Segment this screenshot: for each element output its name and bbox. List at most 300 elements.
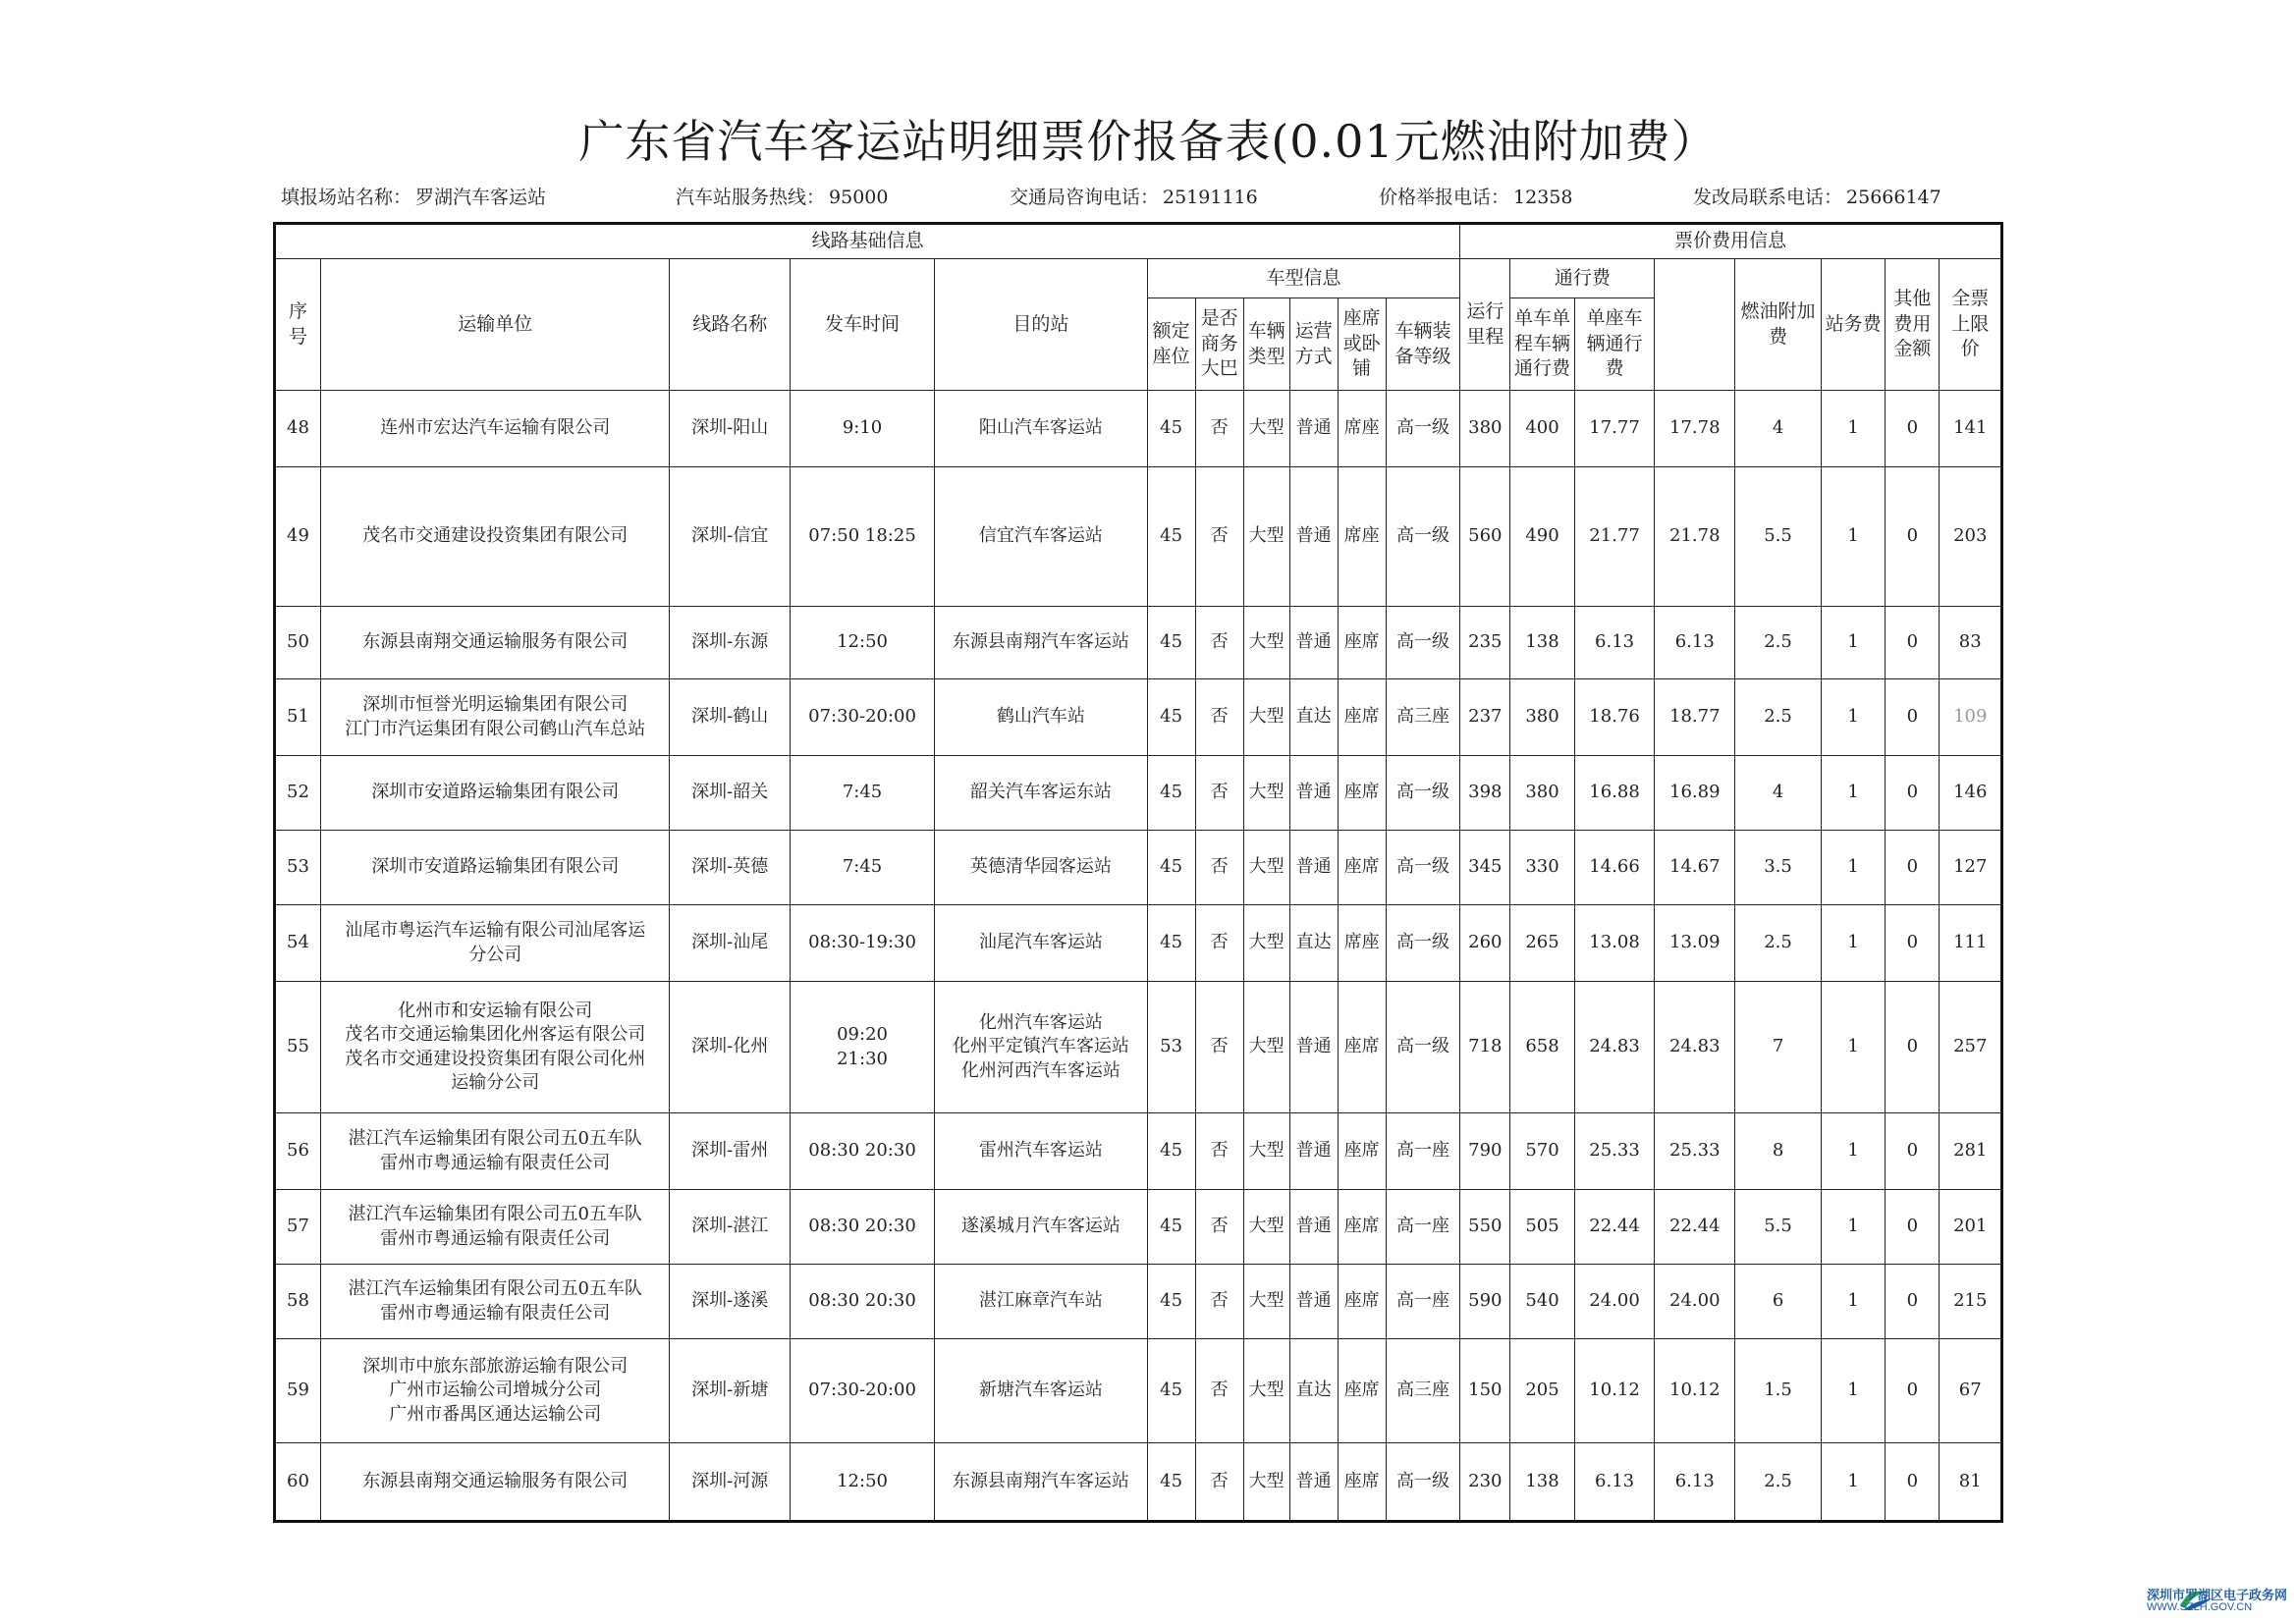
station-fee-cell: 1 — [1821, 607, 1885, 679]
seat-sleeper-cell: 座席 — [1338, 607, 1386, 679]
vehicle-type-cell: 大型 — [1243, 1190, 1289, 1265]
seat-sleeper-cell: 座席 — [1338, 1339, 1386, 1443]
destination-cell — [935, 1190, 1148, 1265]
destination-cell — [935, 679, 1148, 756]
vehicle-info-header: 车型信息 — [1147, 259, 1460, 298]
business-bus-cell: 否 — [1195, 679, 1243, 756]
vehicle-type-cell: 大型 — [1243, 391, 1289, 467]
max-fare-header: 全票上限价 — [1940, 259, 2002, 391]
carrier-line: 茂名市交通建设投资集团有限公司化州 — [345, 1048, 646, 1069]
unlabeled-value-cell: 13.09 — [1655, 905, 1735, 982]
fuel-surcharge-cell: 2.5 — [1735, 905, 1822, 982]
route-cell: 深圳-东源 — [670, 607, 791, 679]
table-row — [275, 679, 2002, 756]
route-cell: 深圳-阳山 — [670, 391, 791, 467]
other-fee-cell: 0 — [1886, 982, 1940, 1113]
rated-seats-cell: 45 — [1147, 1190, 1195, 1265]
operation-mode-cell: 直达 — [1289, 679, 1338, 756]
vehicle-type-cell: 大型 — [1243, 831, 1289, 905]
carrier-cell — [320, 467, 669, 607]
fare-table-body — [275, 391, 2002, 1522]
business-bus-cell: 否 — [1195, 607, 1243, 679]
station-fee-cell: 1 — [1821, 679, 1885, 756]
unlabeled-value-cell: 18.77 — [1655, 679, 1735, 756]
carrier-cell — [320, 982, 669, 1113]
other-fee-cell: 0 — [1886, 391, 1940, 467]
vehicle-type-cell: 大型 — [1243, 1443, 1289, 1522]
unlabeled-value-cell: 21.78 — [1655, 467, 1735, 607]
unlabeled-value-cell: 6.13 — [1655, 607, 1735, 679]
vehicle-grade-cell: 高一座 — [1386, 1190, 1460, 1265]
operation-mode-cell: 普通 — [1289, 756, 1338, 831]
mileage-cell: 380 — [1460, 391, 1510, 467]
single-vehicle-toll-cell: 138 — [1510, 1443, 1574, 1522]
departure-time-cell — [791, 756, 935, 831]
carrier-line: 东源县南翔交通运输服务有限公司 — [362, 631, 629, 653]
business-bus-cell: 否 — [1195, 756, 1243, 831]
carrier-line: 雷州市粤通运输有限责任公司 — [380, 1302, 611, 1324]
business-bus-cell: 否 — [1195, 1339, 1243, 1443]
carrier-line: 茂名市交通运输集团化州客运有限公司 — [345, 1024, 646, 1046]
table-row — [275, 1113, 2002, 1190]
other-fee-cell: 0 — [1886, 1113, 1940, 1190]
business-bus-cell: 否 — [1195, 1113, 1243, 1190]
rated-seats-cell: 45 — [1147, 467, 1195, 607]
carrier-line: 雷州市粤通运输有限责任公司 — [380, 1227, 611, 1249]
seat-toll-cell: 16.88 — [1574, 756, 1655, 831]
watermark-site-name: 深圳市罗湖区电子政务网 — [2147, 1588, 2288, 1602]
seq-cell: 53 — [275, 831, 321, 905]
station-fee-cell: 1 — [1821, 1339, 1885, 1443]
single-vehicle-toll-cell: 490 — [1510, 467, 1574, 607]
departure-time-line: 21:30 — [837, 1048, 888, 1069]
destination-cell — [935, 467, 1148, 607]
other-fee-header: 其他费用金额 — [1886, 259, 1940, 391]
fare-info-header: 票价费用信息 — [1460, 224, 2002, 259]
price-report-value: 12358 — [1513, 187, 1573, 208]
operation-mode-cell: 普通 — [1289, 391, 1338, 467]
departure-time-cell — [791, 1443, 935, 1522]
seq-cell: 50 — [275, 607, 321, 679]
destination-line: 汕尾汽车客运站 — [978, 932, 1103, 953]
seq-cell: 49 — [275, 467, 321, 607]
business-bus-cell: 否 — [1195, 1443, 1243, 1522]
hotline-label: 汽车站服务热线： — [676, 187, 826, 208]
destination-line: 东源县南翔汽车客运站 — [952, 1470, 1129, 1491]
departure-time-cell — [791, 607, 935, 679]
carrier-line: 汕尾市粤运汽车运输有限公司汕尾客运 — [345, 920, 646, 942]
operation-mode-cell: 普通 — [1289, 1113, 1338, 1190]
vehicle-grade-cell: 高三座 — [1386, 679, 1460, 756]
departure-time-cell — [791, 1190, 935, 1265]
mileage-cell: 550 — [1460, 1190, 1510, 1265]
mileage-cell: 235 — [1460, 607, 1510, 679]
single-vehicle-toll-cell: 138 — [1510, 607, 1574, 679]
mileage-cell: 790 — [1460, 1113, 1510, 1190]
destination-cell — [935, 831, 1148, 905]
unlabeled-value-cell: 22.44 — [1655, 1190, 1735, 1265]
other-fee-cell: 0 — [1886, 679, 1940, 756]
mileage-cell: 345 — [1460, 831, 1510, 905]
operation-mode-cell: 普通 — [1289, 982, 1338, 1113]
max-fare-cell: 109 — [1940, 679, 2002, 756]
departure-time-line: 9:10 — [842, 417, 883, 439]
toll-header: 通行费 — [1510, 259, 1655, 298]
departure-time-cell — [791, 1339, 935, 1443]
operation-mode-header: 运营方式 — [1289, 298, 1338, 391]
rated-seats-cell: 45 — [1147, 1265, 1195, 1339]
operation-mode-cell: 普通 — [1289, 831, 1338, 905]
carrier-line: 广州市运输公司增城分公司 — [389, 1380, 602, 1401]
seq-header: 序号 — [275, 259, 321, 391]
carrier-cell — [320, 391, 669, 467]
station-fee-cell: 1 — [1821, 982, 1885, 1113]
vehicle-type-cell: 大型 — [1243, 607, 1289, 679]
departure-time-line: 7:45 — [842, 782, 883, 803]
unlabeled-value-cell: 6.13 — [1655, 1443, 1735, 1522]
business-bus-cell: 否 — [1195, 467, 1243, 607]
seat-sleeper-cell: 座席 — [1338, 1190, 1386, 1265]
carrier-cell — [320, 1113, 669, 1190]
vehicle-grade-cell: 高一座 — [1386, 1113, 1460, 1190]
carrier-cell — [320, 1443, 669, 1522]
table-row — [275, 607, 2002, 679]
station-name-value: 罗湖汽车客运站 — [415, 187, 547, 208]
fuel-surcharge-cell: 4 — [1735, 756, 1822, 831]
mileage-cell: 237 — [1460, 679, 1510, 756]
seq-cell: 54 — [275, 905, 321, 982]
mileage-cell: 260 — [1460, 905, 1510, 982]
table-row — [275, 831, 2002, 905]
single-vehicle-toll-cell: 570 — [1510, 1113, 1574, 1190]
fuel-surcharge-cell: 1.5 — [1735, 1339, 1822, 1443]
vehicle-grade-header: 车辆装备等级 — [1386, 298, 1460, 391]
other-fee-cell: 0 — [1886, 831, 1940, 905]
price-report-info — [1379, 183, 1572, 209]
destination-line: 阳山汽车客运站 — [978, 417, 1103, 439]
destination-line: 遂溪城月汽车客运站 — [960, 1216, 1121, 1237]
unlabeled-value-cell: 24.00 — [1655, 1265, 1735, 1339]
mileage-cell: 590 — [1460, 1265, 1510, 1339]
max-fare-cell: 141 — [1940, 391, 2002, 467]
seat-sleeper-cell: 座席 — [1338, 756, 1386, 831]
vehicle-type-cell: 大型 — [1243, 756, 1289, 831]
seq-cell: 60 — [275, 1443, 321, 1522]
seq-cell: 55 — [275, 982, 321, 1113]
destination-line: 化州平定镇汽车客运站 — [952, 1036, 1129, 1057]
route-name-header: 线路名称 — [670, 259, 791, 391]
fuel-surcharge-cell: 8 — [1735, 1113, 1822, 1190]
seat-toll-cell: 18.76 — [1574, 679, 1655, 756]
fuel-surcharge-cell: 6 — [1735, 1265, 1822, 1339]
departure-time-cell — [791, 982, 935, 1113]
station-fee-cell: 1 — [1821, 905, 1885, 982]
vehicle-grade-cell: 高一级 — [1386, 831, 1460, 905]
carrier-cell — [320, 1339, 669, 1443]
destination-line: 新塘汽车客运站 — [978, 1380, 1103, 1401]
seq-cell: 57 — [275, 1190, 321, 1265]
mileage-cell: 230 — [1460, 1443, 1510, 1522]
seat-toll-cell: 22.44 — [1574, 1190, 1655, 1265]
seat-toll-cell: 25.33 — [1574, 1113, 1655, 1190]
route-cell: 深圳-遂溪 — [670, 1265, 791, 1339]
route-cell: 深圳-化州 — [670, 982, 791, 1113]
rated-seats-cell: 45 — [1147, 1443, 1195, 1522]
seq-cell: 48 — [275, 391, 321, 467]
traffic-bureau-info — [1010, 183, 1258, 209]
departure-time-line: 09:20 — [837, 1024, 888, 1046]
destination-cell — [935, 1113, 1148, 1190]
business-bus-cell: 否 — [1195, 982, 1243, 1113]
carrier-cell — [320, 756, 669, 831]
destination-line: 信宜汽车客运站 — [978, 525, 1103, 547]
table-row — [275, 1443, 2002, 1522]
rated-seats-cell: 45 — [1147, 905, 1195, 982]
destination-header: 目的站 — [935, 259, 1148, 391]
business-bus-cell: 否 — [1195, 831, 1243, 905]
route-cell: 深圳-新塘 — [670, 1339, 791, 1443]
seq-cell: 56 — [275, 1113, 321, 1190]
seat-toll-cell: 6.13 — [1574, 1443, 1655, 1522]
table-row — [275, 756, 2002, 831]
carrier-line: 深圳市安道路运输集团有限公司 — [371, 782, 620, 803]
departure-time-line: 12:50 — [837, 1470, 888, 1491]
operation-mode-cell: 直达 — [1289, 1339, 1338, 1443]
other-fee-cell: 0 — [1886, 905, 1940, 982]
single-vehicle-toll-cell: 505 — [1510, 1190, 1574, 1265]
seat-sleeper-cell: 席座 — [1338, 467, 1386, 607]
seat-toll-cell: 21.77 — [1574, 467, 1655, 607]
fuel-surcharge-cell: 2.5 — [1735, 1443, 1822, 1522]
route-cell: 深圳-汕尾 — [670, 905, 791, 982]
single-vehicle-toll-cell: 380 — [1510, 756, 1574, 831]
vehicle-grade-cell: 高一级 — [1386, 1443, 1460, 1522]
route-cell: 深圳-韶关 — [670, 756, 791, 831]
destination-line: 鹤山汽车站 — [996, 706, 1085, 728]
seq-cell: 52 — [275, 756, 321, 831]
business-bus-cell: 否 — [1195, 391, 1243, 467]
vehicle-grade-cell: 高一级 — [1386, 607, 1460, 679]
vehicle-grade-cell: 高一级 — [1386, 391, 1460, 467]
document-title: 广东省汽车客运站明细票价报备表(0.01元燃油附加费） — [578, 115, 1718, 168]
destination-line: 湛江麻章汽车站 — [978, 1290, 1103, 1312]
fuel-surcharge-cell: 2.5 — [1735, 679, 1822, 756]
station-fee-cell: 1 — [1821, 391, 1885, 467]
blank-header — [1655, 259, 1735, 391]
ndrc-contact-value: 25666147 — [1846, 187, 1941, 208]
destination-line: 雷州汽车客运站 — [978, 1140, 1103, 1162]
fare-table — [273, 222, 2003, 1523]
carrier-cell — [320, 831, 669, 905]
departure-time-line: 07:30-20:00 — [808, 706, 916, 728]
other-fee-cell: 0 — [1886, 467, 1940, 607]
single-vehicle-toll-cell: 400 — [1510, 391, 1574, 467]
vehicle-grade-cell: 高一级 — [1386, 905, 1460, 982]
route-cell: 深圳-鹤山 — [670, 679, 791, 756]
hotline-info — [676, 183, 888, 209]
table-row — [275, 1265, 2002, 1339]
hotline-value: 95000 — [829, 187, 889, 208]
carrier-line: 湛江汽车运输集团有限公司五0五车队 — [348, 1204, 642, 1225]
carrier-line: 连州市宏达汽车运输有限公司 — [380, 417, 611, 439]
station-name-info — [281, 183, 546, 209]
seat-sleeper-cell: 座席 — [1338, 1443, 1386, 1522]
route-cell: 深圳-湛江 — [670, 1190, 791, 1265]
fuel-surcharge-header: 燃油附加费 — [1735, 259, 1822, 391]
seat-toll-cell: 24.83 — [1574, 982, 1655, 1113]
table-row — [275, 467, 2002, 607]
rated-seats-cell: 45 — [1147, 391, 1195, 467]
station-fee-cell: 1 — [1821, 831, 1885, 905]
station-name-label: 填报场站名称： — [281, 187, 412, 208]
table-row — [275, 391, 2002, 467]
rated-seats-cell: 45 — [1147, 831, 1195, 905]
max-fare-cell: 257 — [1940, 982, 2002, 1113]
ndrc-contact-label: 发改局联系电话： — [1693, 187, 1843, 208]
vehicle-type-cell: 大型 — [1243, 467, 1289, 607]
departure-time-cell — [791, 679, 935, 756]
vehicle-type-cell: 大型 — [1243, 982, 1289, 1113]
destination-line: 东源县南翔汽车客运站 — [952, 631, 1129, 653]
destination-cell — [935, 756, 1148, 831]
seat-toll-cell: 13.08 — [1574, 905, 1655, 982]
destination-cell — [935, 1265, 1148, 1339]
carrier-line: 深圳市恒誉光明运输集团有限公司 — [362, 694, 629, 716]
carrier-cell — [320, 905, 669, 982]
rated-seats-cell: 53 — [1147, 982, 1195, 1113]
other-fee-cell: 0 — [1886, 756, 1940, 831]
seat-toll-cell: 17.77 — [1574, 391, 1655, 467]
single-vehicle-toll-cell: 330 — [1510, 831, 1574, 905]
unlabeled-value-cell: 14.67 — [1655, 831, 1735, 905]
seat-sleeper-cell: 座席 — [1338, 831, 1386, 905]
rated-seats-header: 额定座位 — [1147, 298, 1195, 391]
destination-cell — [935, 391, 1148, 467]
destination-line: 英德清华园客运站 — [969, 856, 1112, 878]
table-row — [275, 1339, 2002, 1443]
destination-cell — [935, 982, 1148, 1113]
carrier-line: 化州市和安运输有限公司 — [398, 1000, 593, 1021]
seq-cell: 58 — [275, 1265, 321, 1339]
mileage-cell: 398 — [1460, 756, 1510, 831]
fuel-surcharge-cell: 2.5 — [1735, 607, 1822, 679]
seat-sleeper-header: 座席或卧铺 — [1338, 298, 1386, 391]
seq-cell: 59 — [275, 1339, 321, 1443]
operation-mode-cell: 直达 — [1289, 905, 1338, 982]
seat-toll-cell: 10.12 — [1574, 1339, 1655, 1443]
rated-seats-cell: 45 — [1147, 1339, 1195, 1443]
rated-seats-cell: 45 — [1147, 679, 1195, 756]
rated-seats-cell: 45 — [1147, 607, 1195, 679]
departure-time-cell — [791, 1113, 935, 1190]
unlabeled-value-cell: 16.89 — [1655, 756, 1735, 831]
max-fare-cell: 111 — [1940, 905, 2002, 982]
seat-sleeper-cell: 席座 — [1338, 905, 1386, 982]
vehicle-type-header: 车辆类型 — [1243, 298, 1289, 391]
single-vehicle-toll-cell: 658 — [1510, 982, 1574, 1113]
destination-cell — [935, 607, 1148, 679]
max-fare-cell: 81 — [1940, 1443, 2002, 1522]
operation-mode-cell: 普通 — [1289, 467, 1338, 607]
other-fee-cell: 0 — [1886, 607, 1940, 679]
route-cell: 深圳-信宜 — [670, 467, 791, 607]
fuel-surcharge-cell: 4 — [1735, 391, 1822, 467]
max-fare-cell: 146 — [1940, 756, 2002, 831]
station-fee-cell: 1 — [1821, 756, 1885, 831]
route-cell: 深圳-雷州 — [670, 1113, 791, 1190]
operation-mode-cell: 普通 — [1289, 1443, 1338, 1522]
destination-cell — [935, 905, 1148, 982]
unlabeled-value-cell: 24.83 — [1655, 982, 1735, 1113]
ndrc-contact-info — [1693, 183, 1941, 209]
departure-time-cell — [791, 467, 935, 607]
vehicle-grade-cell: 高一级 — [1386, 982, 1460, 1113]
operation-mode-cell: 普通 — [1289, 1265, 1338, 1339]
vehicle-type-cell: 大型 — [1243, 905, 1289, 982]
vehicle-type-cell: 大型 — [1243, 1113, 1289, 1190]
rated-seats-cell: 45 — [1147, 1113, 1195, 1190]
departure-time-line: 12:50 — [837, 631, 888, 653]
single-vehicle-toll-cell: 265 — [1510, 905, 1574, 982]
departure-time-line: 7:45 — [842, 856, 883, 878]
carrier-cell — [320, 679, 669, 756]
seat-sleeper-cell: 座席 — [1338, 1265, 1386, 1339]
departure-time-line: 08:30 20:30 — [808, 1216, 916, 1237]
single-vehicle-toll-cell: 205 — [1510, 1339, 1574, 1443]
carrier-line: 东源县南翔交通运输服务有限公司 — [362, 1470, 629, 1491]
seat-sleeper-cell: 席座 — [1338, 391, 1386, 467]
business-bus-cell: 否 — [1195, 1265, 1243, 1339]
max-fare-cell: 201 — [1940, 1190, 2002, 1265]
seat-sleeper-cell: 座席 — [1338, 982, 1386, 1113]
seat-sleeper-cell: 座席 — [1338, 1113, 1386, 1190]
route-basic-header: 线路基础信息 — [275, 224, 1460, 259]
departure-time-cell — [791, 391, 935, 467]
vehicle-grade-cell: 高一级 — [1386, 467, 1460, 607]
traffic-bureau-label: 交通局咨询电话： — [1010, 187, 1160, 208]
mileage-cell: 150 — [1460, 1339, 1510, 1443]
carrier-line: 湛江汽车运输集团有限公司五0五车队 — [348, 1128, 642, 1150]
departure-time-line: 07:30-20:00 — [808, 1380, 916, 1401]
mileage-cell: 560 — [1460, 467, 1510, 607]
station-fee-header: 站务费 — [1821, 259, 1885, 391]
carrier-line: 广州市番禺区通达运输公司 — [389, 1403, 602, 1425]
carrier-cell — [320, 1190, 669, 1265]
seq-cell: 51 — [275, 679, 321, 756]
departure-time-cell — [791, 831, 935, 905]
single-vehicle-toll-cell: 380 — [1510, 679, 1574, 756]
unlabeled-value-cell: 17.78 — [1655, 391, 1735, 467]
station-fee-cell: 1 — [1821, 1265, 1885, 1339]
price-report-label: 价格举报电话： — [1379, 187, 1510, 208]
vehicle-type-cell: 大型 — [1243, 679, 1289, 756]
seat-toll-cell: 14.66 — [1574, 831, 1655, 905]
seat-toll-cell: 6.13 — [1574, 607, 1655, 679]
table-row — [275, 1190, 2002, 1265]
business-bus-header: 是否商务大巴 — [1195, 298, 1243, 391]
operation-mode-cell: 普通 — [1289, 607, 1338, 679]
carrier-cell — [320, 1265, 669, 1339]
carrier-line: 湛江汽车运输集团有限公司五0五车队 — [348, 1278, 642, 1300]
departure-time-line: 08:30-19:30 — [808, 932, 916, 953]
carrier-cell — [320, 607, 669, 679]
other-fee-cell: 0 — [1886, 1443, 1940, 1522]
destination-line: 韶关汽车客运东站 — [969, 782, 1112, 803]
other-fee-cell: 0 — [1886, 1190, 1940, 1265]
station-fee-cell: 1 — [1821, 467, 1885, 607]
destination-cell — [935, 1443, 1148, 1522]
other-fee-cell: 0 — [1886, 1339, 1940, 1443]
